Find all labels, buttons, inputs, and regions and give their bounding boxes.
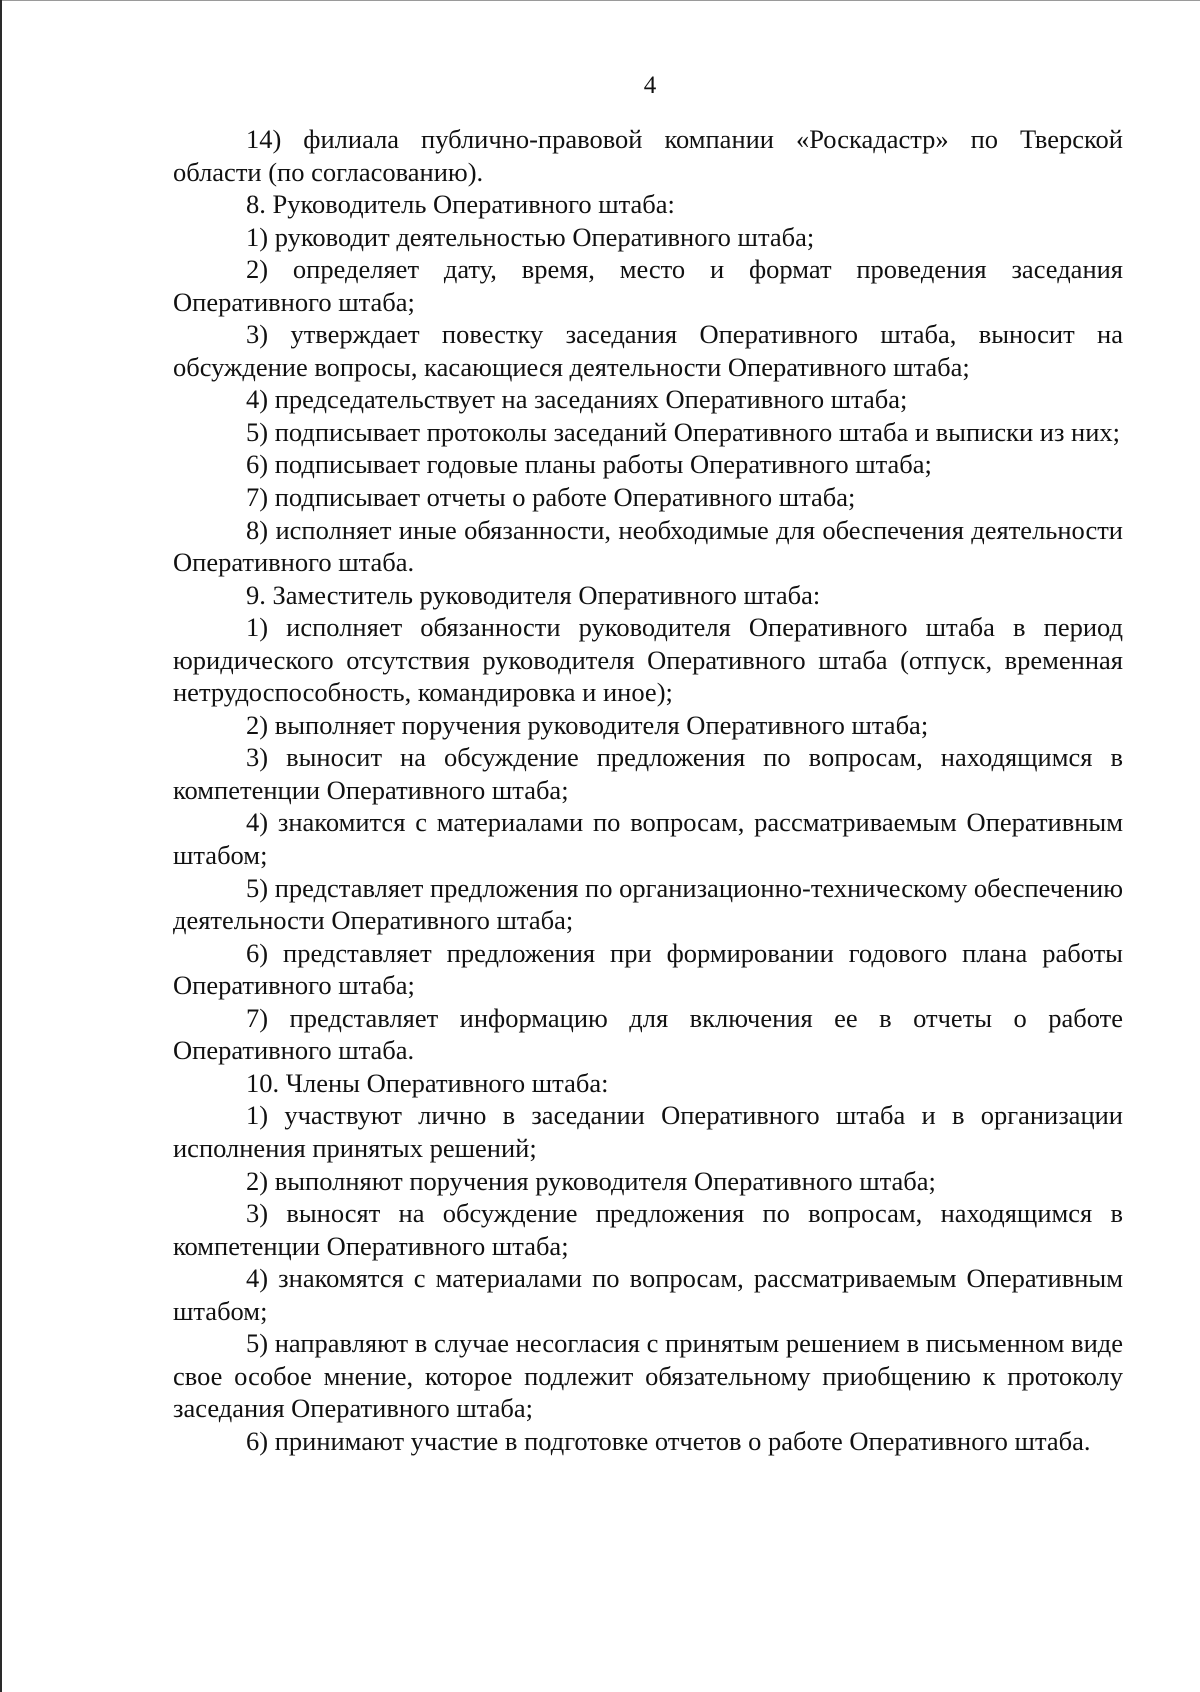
list-item: 3) выносит на обсуждение предложения по вопросам, находящимся в компетенции Оперативного штаба; (173, 742, 1123, 805)
section-heading: 10. Члены Оперативного штаба: (246, 1067, 609, 1098)
list-item: 3) выносят на обсуждение предложения по вопросам, находящимся в компетенции Оперативного штаба; (173, 1198, 1123, 1261)
list-item: 6) подписывает годовые планы работы Оперативного штаба; (246, 449, 932, 480)
list-item: 2) выполняют поручения руководителя Оперативного штаба; (246, 1165, 936, 1196)
list-item: 6) принимают участие в подготовке отчетов о работе Оперативного штаба. (246, 1425, 1091, 1456)
list-item: 4) председательствует на заседаниях Оперативного штаба; (246, 384, 908, 415)
section-heading: 9. Заместитель руководителя Оперативного штаба: (246, 579, 821, 610)
list-item: 8) исполняет иные обязанности, необходимые для обеспечения деятельности Оперативного штаба. (173, 514, 1123, 578)
list-item: 7) представляет информацию для включения ее в отчеты о работе Оперативного штаба. (173, 1002, 1123, 1066)
list-item: 1) участвуют лично в заседании Оперативного штаба и в организации исполнения принятых решений; (173, 1100, 1123, 1163)
list-item: 4) знакомятся с материалами по вопросам, рассматриваемым Оперативным штабом; (173, 1263, 1123, 1326)
list-item: 3) утверждает повестку заседания Оперативного штаба, выносит на обсуждение вопросы, касающиеся деятельности Оперативного штаба; (173, 319, 1123, 382)
list-item: 7) подписывает отчеты о работе Оперативного штаба; (246, 482, 856, 513)
list-item: 2) выполняет поручения руководителя Оперативного штаба; (246, 709, 929, 740)
list-item: 5) представляет предложения по организационно-техническому обеспечению деятельности Оперативного штаба; (173, 872, 1124, 936)
list-item: 5) подписывает протоколы заседаний Оперативного штаба и выписки из них; (246, 416, 1121, 447)
scan-edge-left (0, 0, 2, 1692)
section-heading: 8. Руководитель Оперативного штаба: (246, 189, 675, 220)
paragraph: 14) филиала публично-правовой компании «Роскадастр» по Тверской области (по согласованию). (173, 124, 1123, 187)
list-item: 4) знакомится с материалами по вопросам, рассматриваемым Оперативным штабом; (173, 807, 1123, 871)
list-item: 6) представляет предложения при формировании годового плана работы Оперативного штаба; (173, 937, 1123, 1001)
scan-edge-top (0, 0, 1200, 1)
list-item: 1) руководит деятельностью Оперативного штаба; (246, 221, 815, 252)
page-number: 4 (643, 72, 657, 99)
list-item: 1) исполняет обязанности руководителя Оперативного штаба в период юридического отсутствия руководителя Оперативного штаба (отпуск, временная нетрудоспособность, командировка и иное); (173, 612, 1123, 708)
list-item: 2) определяет дату, время, место и формат проведения заседания Оперативного штаба; (173, 254, 1123, 317)
document-body (173, 123, 1123, 1457)
list-item: 5) направляют в случае несогласия с принятым решением в письменном виде свое особое мнение, которое подлежит обязательному приобщению к протоколу заседания Оперативного штаба; (173, 1328, 1123, 1424)
